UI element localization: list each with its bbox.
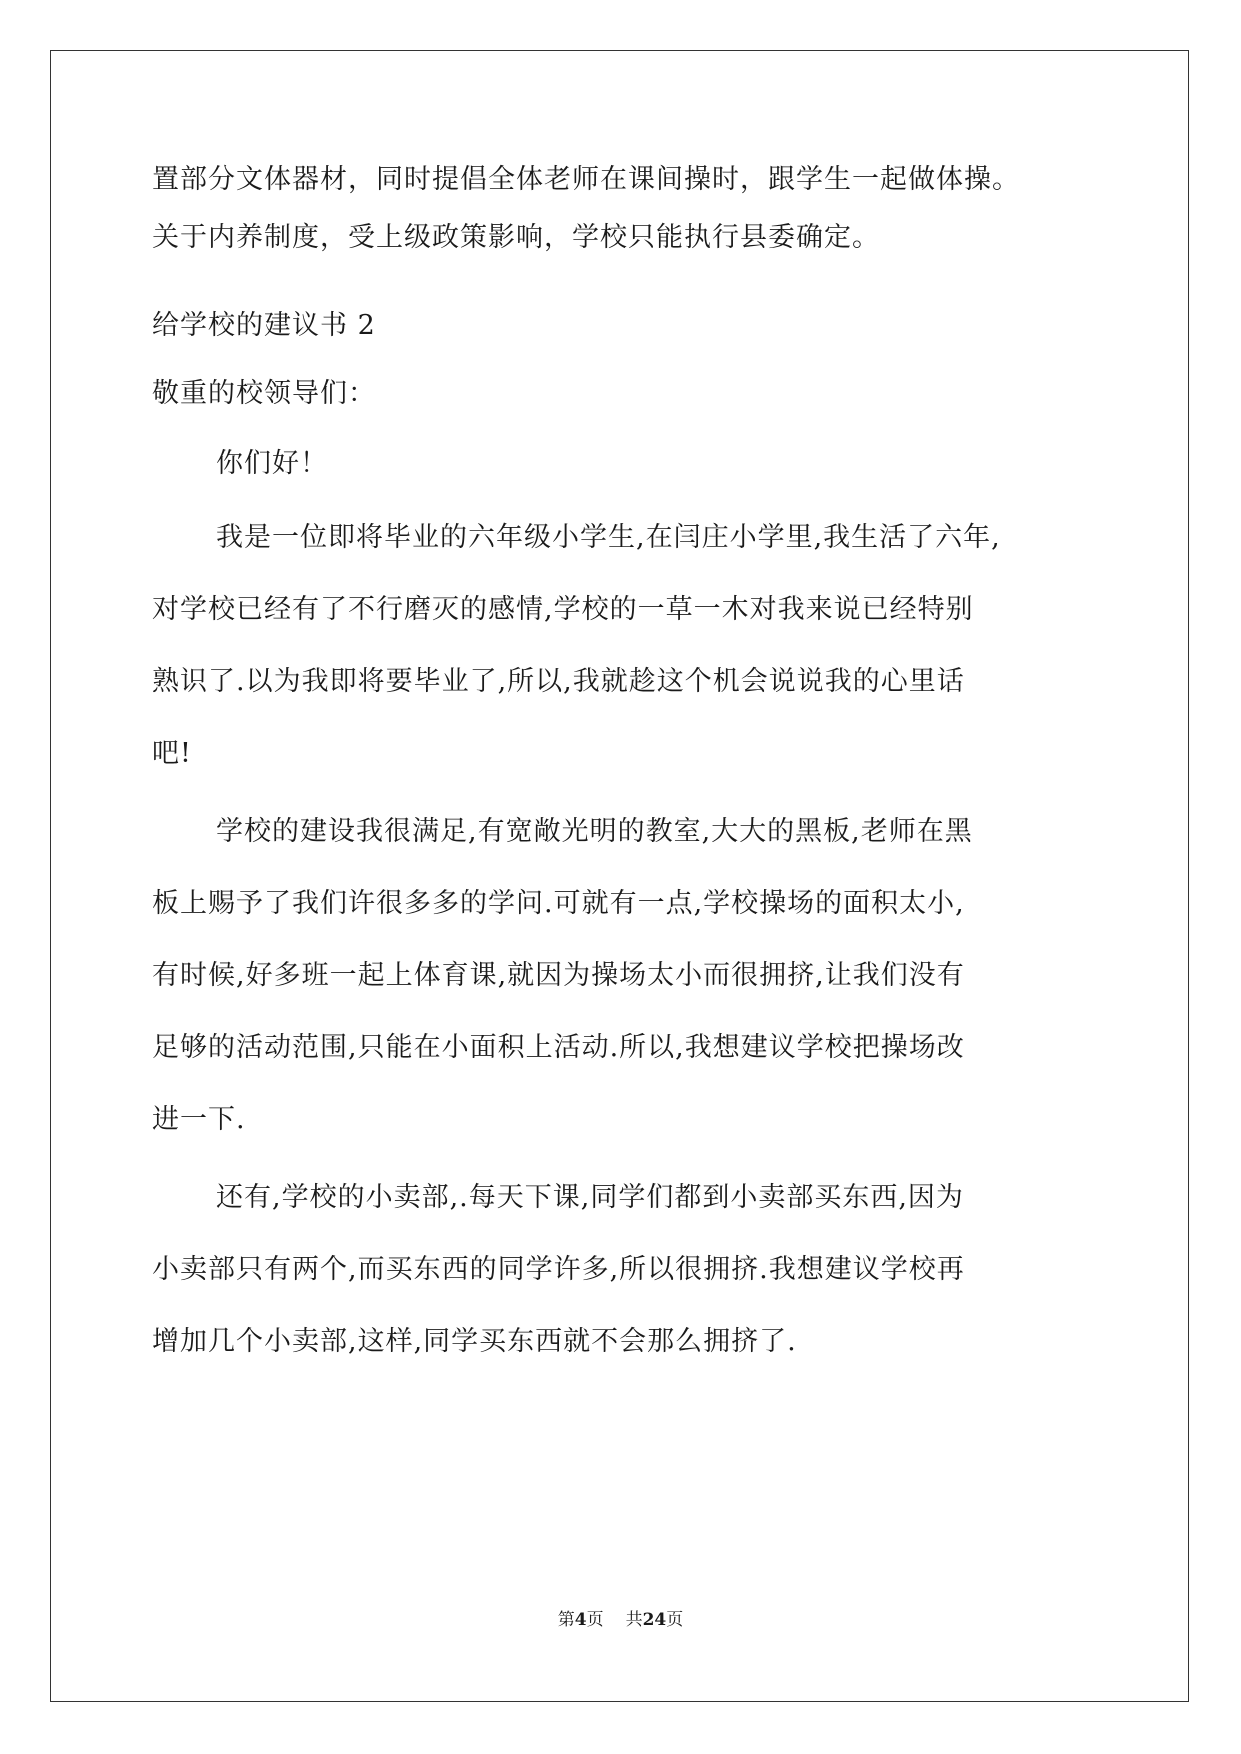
text-line: 板上赐予了我们许很多多的学问.可就有一点,学校操场的面积太小, (152, 888, 965, 919)
section-heading: 给学校的建议书 2 (152, 310, 376, 341)
text-line: 还有,学校的小卖部,.每天下课,同学们都到小卖部买东西,因为 (216, 1182, 964, 1213)
total-suffix: 页 (666, 1610, 684, 1630)
text-line: 小卖部只有两个,而买东西的同学许多,所以很拥挤.我想建议学校再 (152, 1254, 965, 1285)
salutation: 敬重的校领导们： (152, 378, 376, 409)
page-number: 4 (574, 1610, 587, 1630)
text-line: 进一下. (152, 1104, 246, 1135)
text-line: 置部分文体器材，同时提倡全体老师在课间操时，跟学生一起做体操。 (152, 164, 1020, 195)
text-line: 增加几个小卖部,这样,同学买东西就不会那么拥挤了. (152, 1326, 797, 1357)
page-prefix: 第 (557, 1610, 575, 1630)
text-line: 对学校已经有了不行磨灭的感情,学校的一草一木对我来说已经特别 (152, 594, 974, 625)
text-line: 我是一位即将毕业的六年级小学生,在闫庄小学里,我生活了六年, (216, 522, 1001, 553)
text-line: 有时候,好多班一起上体育课,就因为操场太小而很拥挤,让我们没有 (152, 960, 965, 991)
text-line: 学校的建设我很满足,有宽敞光明的教室,大大的黑板,老师在黑 (216, 816, 973, 847)
page-border (50, 50, 1189, 1702)
text-line: 足够的活动范围,只能在小面积上活动.所以,我想建议学校把操场改 (152, 1032, 965, 1063)
total-pages: 24 (642, 1610, 667, 1630)
text-line: 关于内养制度，受上级政策影响，学校只能执行县委确定。 (152, 222, 880, 253)
total-prefix: 共 (625, 1610, 643, 1630)
greeting: 你们好！ (216, 448, 328, 479)
text-line: 熟识了.以为我即将要毕业了,所以,我就趁这个机会说说我的心里话 (152, 666, 965, 697)
page-footer (0, 1605, 1241, 1630)
text-line: 吧! (152, 738, 192, 769)
page-suffix: 页 (586, 1610, 604, 1630)
